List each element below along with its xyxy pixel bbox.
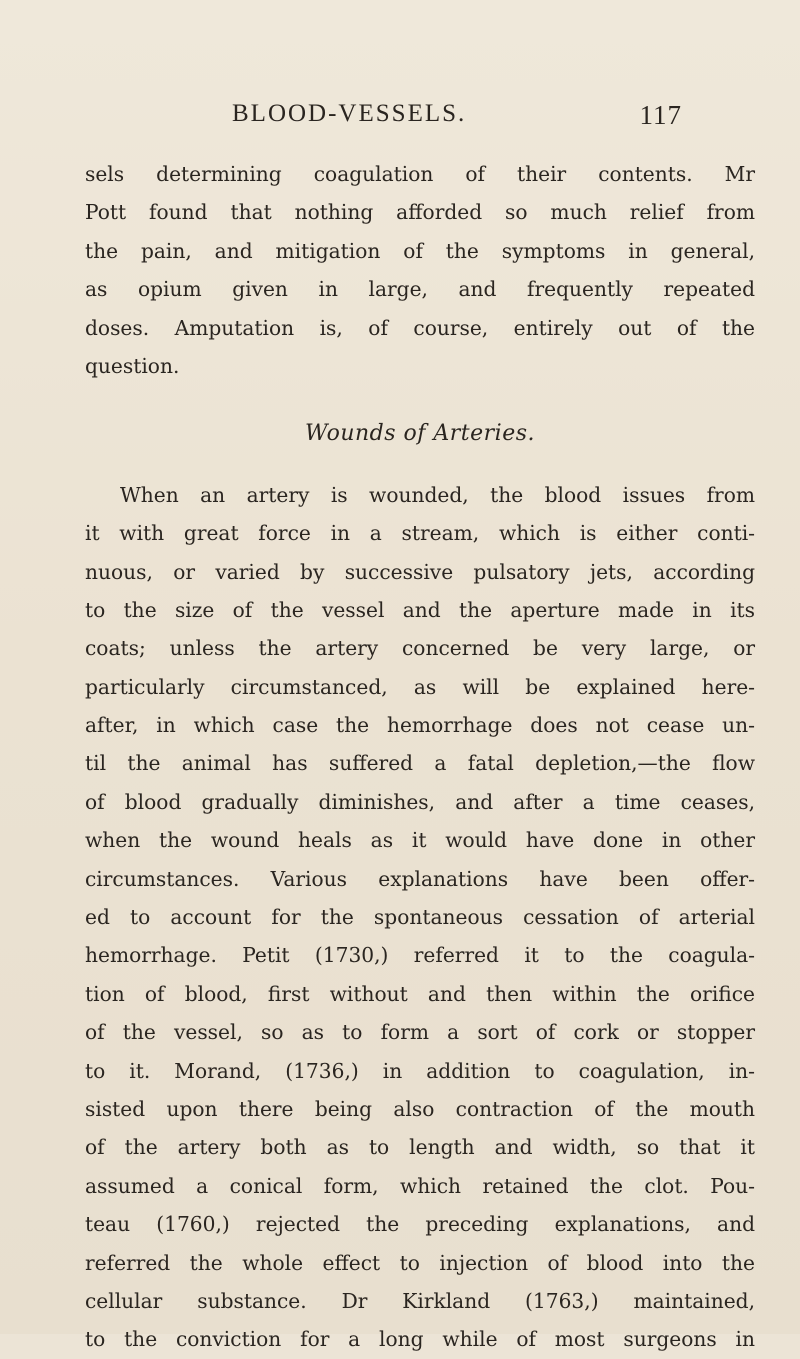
- text-line: it with great force in a stream, which is either conti-: [85, 521, 755, 546]
- running-head: [232, 100, 682, 140]
- text-line: sels determining coagulation of their contents. Mr: [85, 162, 755, 186]
- text-line: coats; unless the artery concerned be very large, or: [85, 636, 755, 661]
- text-line: til the animal has suffered a fatal depletion,—the flow: [85, 751, 755, 776]
- text-line: particularly circumstanced, as will be explained here-: [85, 674, 755, 699]
- text-line: of blood gradually diminishes, and after a time ceases,: [85, 789, 755, 814]
- running-title: BLOOD-VESSELS.: [232, 100, 467, 127]
- text-line: the pain, and mitigation of the symptoms in general,: [85, 238, 755, 263]
- body-text: [85, 155, 755, 1359]
- text-line: circumstances. Various explanations have been offer-: [85, 866, 755, 891]
- text-line: ed to account for the spontaneous cessation of arterial: [85, 905, 755, 930]
- text-line: hemorrhage. Petit (1730,) referred it to the coagula-: [85, 943, 755, 968]
- text-line: When an artery is wounded, the blood issues from: [120, 482, 755, 507]
- text-line: assumed a conical form, which retained the clot. Pou-: [85, 1173, 755, 1198]
- text-line: cellular substance. Dr Kirkland (1763,) maintained,: [85, 1288, 755, 1313]
- paragraph-1: [85, 155, 755, 385]
- text-line: to the conviction for a long while of most surgeons in: [85, 1327, 755, 1352]
- text-line: doses. Amputation is, of course, entirely out of the: [85, 315, 755, 340]
- paragraph-2: [85, 476, 755, 1359]
- text-line: as opium given in large, and frequently repeated: [85, 277, 755, 302]
- text-line: after, in which case the hemorrhage does not cease un-: [85, 713, 755, 738]
- text-line: tion of blood, first without and then within the orifice: [85, 981, 755, 1006]
- page-number: 117: [639, 100, 682, 130]
- text-line: referred the whole effect to injection of blood into the: [85, 1250, 755, 1275]
- text-line: to it. Morand, (1736,) in addition to coagulation, in-: [85, 1058, 755, 1083]
- text-line: when the wound heals as it would have done in other: [85, 828, 755, 853]
- text-line: of the vessel, so as to form a sort of cork or stopper: [85, 1020, 755, 1045]
- section-heading: Wounds of Arteries.: [304, 421, 536, 447]
- text-line: question.: [85, 353, 180, 378]
- text-line: sisted upon there being also contraction of the mouth: [85, 1096, 755, 1121]
- text-line: to the size of the vessel and the aperture made in its: [85, 597, 755, 622]
- text-line: of the artery both as to length and width, so that it: [85, 1135, 755, 1160]
- text-line: Pott found that nothing afforded so much relief from: [85, 200, 755, 225]
- text-line: nuous, or varied by successive pulsatory jets, according: [85, 559, 755, 584]
- text-line: teau (1760,) rejected the preceding explanations, and: [85, 1212, 755, 1237]
